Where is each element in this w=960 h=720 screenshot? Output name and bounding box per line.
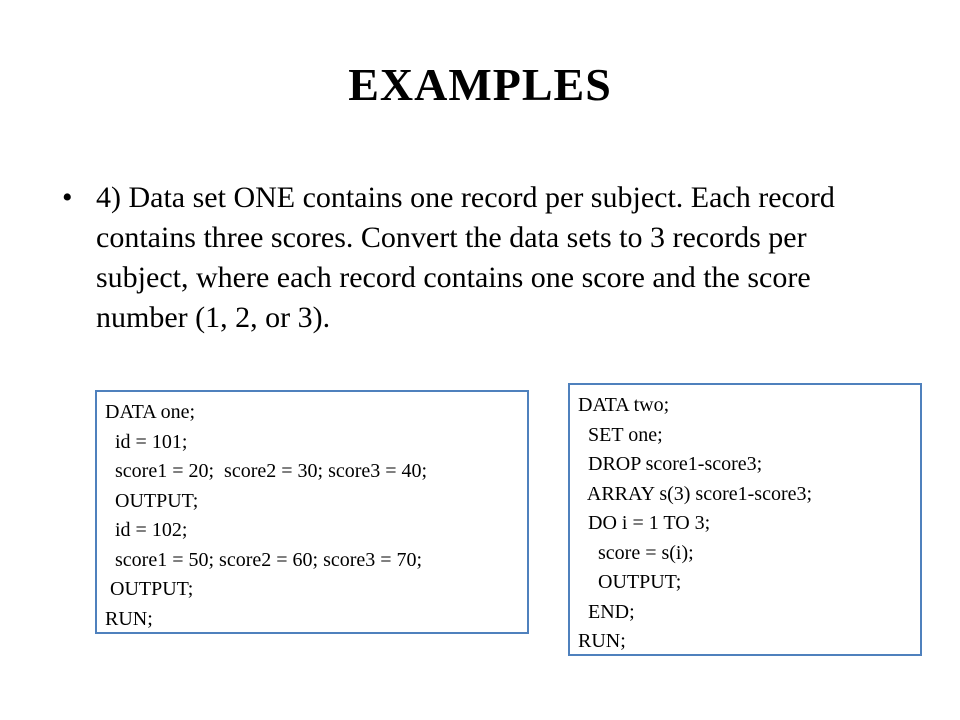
code-line: score1 = 20; score2 = 30; score3 = 40; [105,460,428,482]
code-line: score = s(i); [578,541,694,564]
code-line: RUN; [105,607,153,630]
code-line: SET one; [578,423,663,446]
code-line: DATA one; [105,401,196,423]
code-line: OUTPUT; [105,578,194,600]
code-line: DROP score1-score3; [578,453,763,475]
code-box-data-two [568,383,922,656]
code-line: OUTPUT; [105,489,199,512]
code-line: id = 101; [105,430,188,453]
code-line: DATA two; [578,394,670,416]
code-line: OUTPUT; [578,571,682,593]
bullet-text: 4) Data set ONE contains one record per subject. Each record contains three scores. Convert the data sets to 3 records per subject, where each record contains one score and the score number (1, 2, or 3). [96,181,835,334]
code-line: END; [578,600,635,623]
code-box-data-one [95,390,529,634]
code-line: RUN; [578,630,626,652]
code-line: ARRAY s(3) score1-score3; [578,482,813,505]
code-line: DO i = 1 TO 3; [578,512,711,534]
code-line: id = 102; [105,519,188,541]
code-line: score1 = 50; score2 = 60; score3 = 70; [105,548,423,571]
slide-title: EXAMPLES [348,59,612,110]
bullet-dot: • [62,181,73,214]
